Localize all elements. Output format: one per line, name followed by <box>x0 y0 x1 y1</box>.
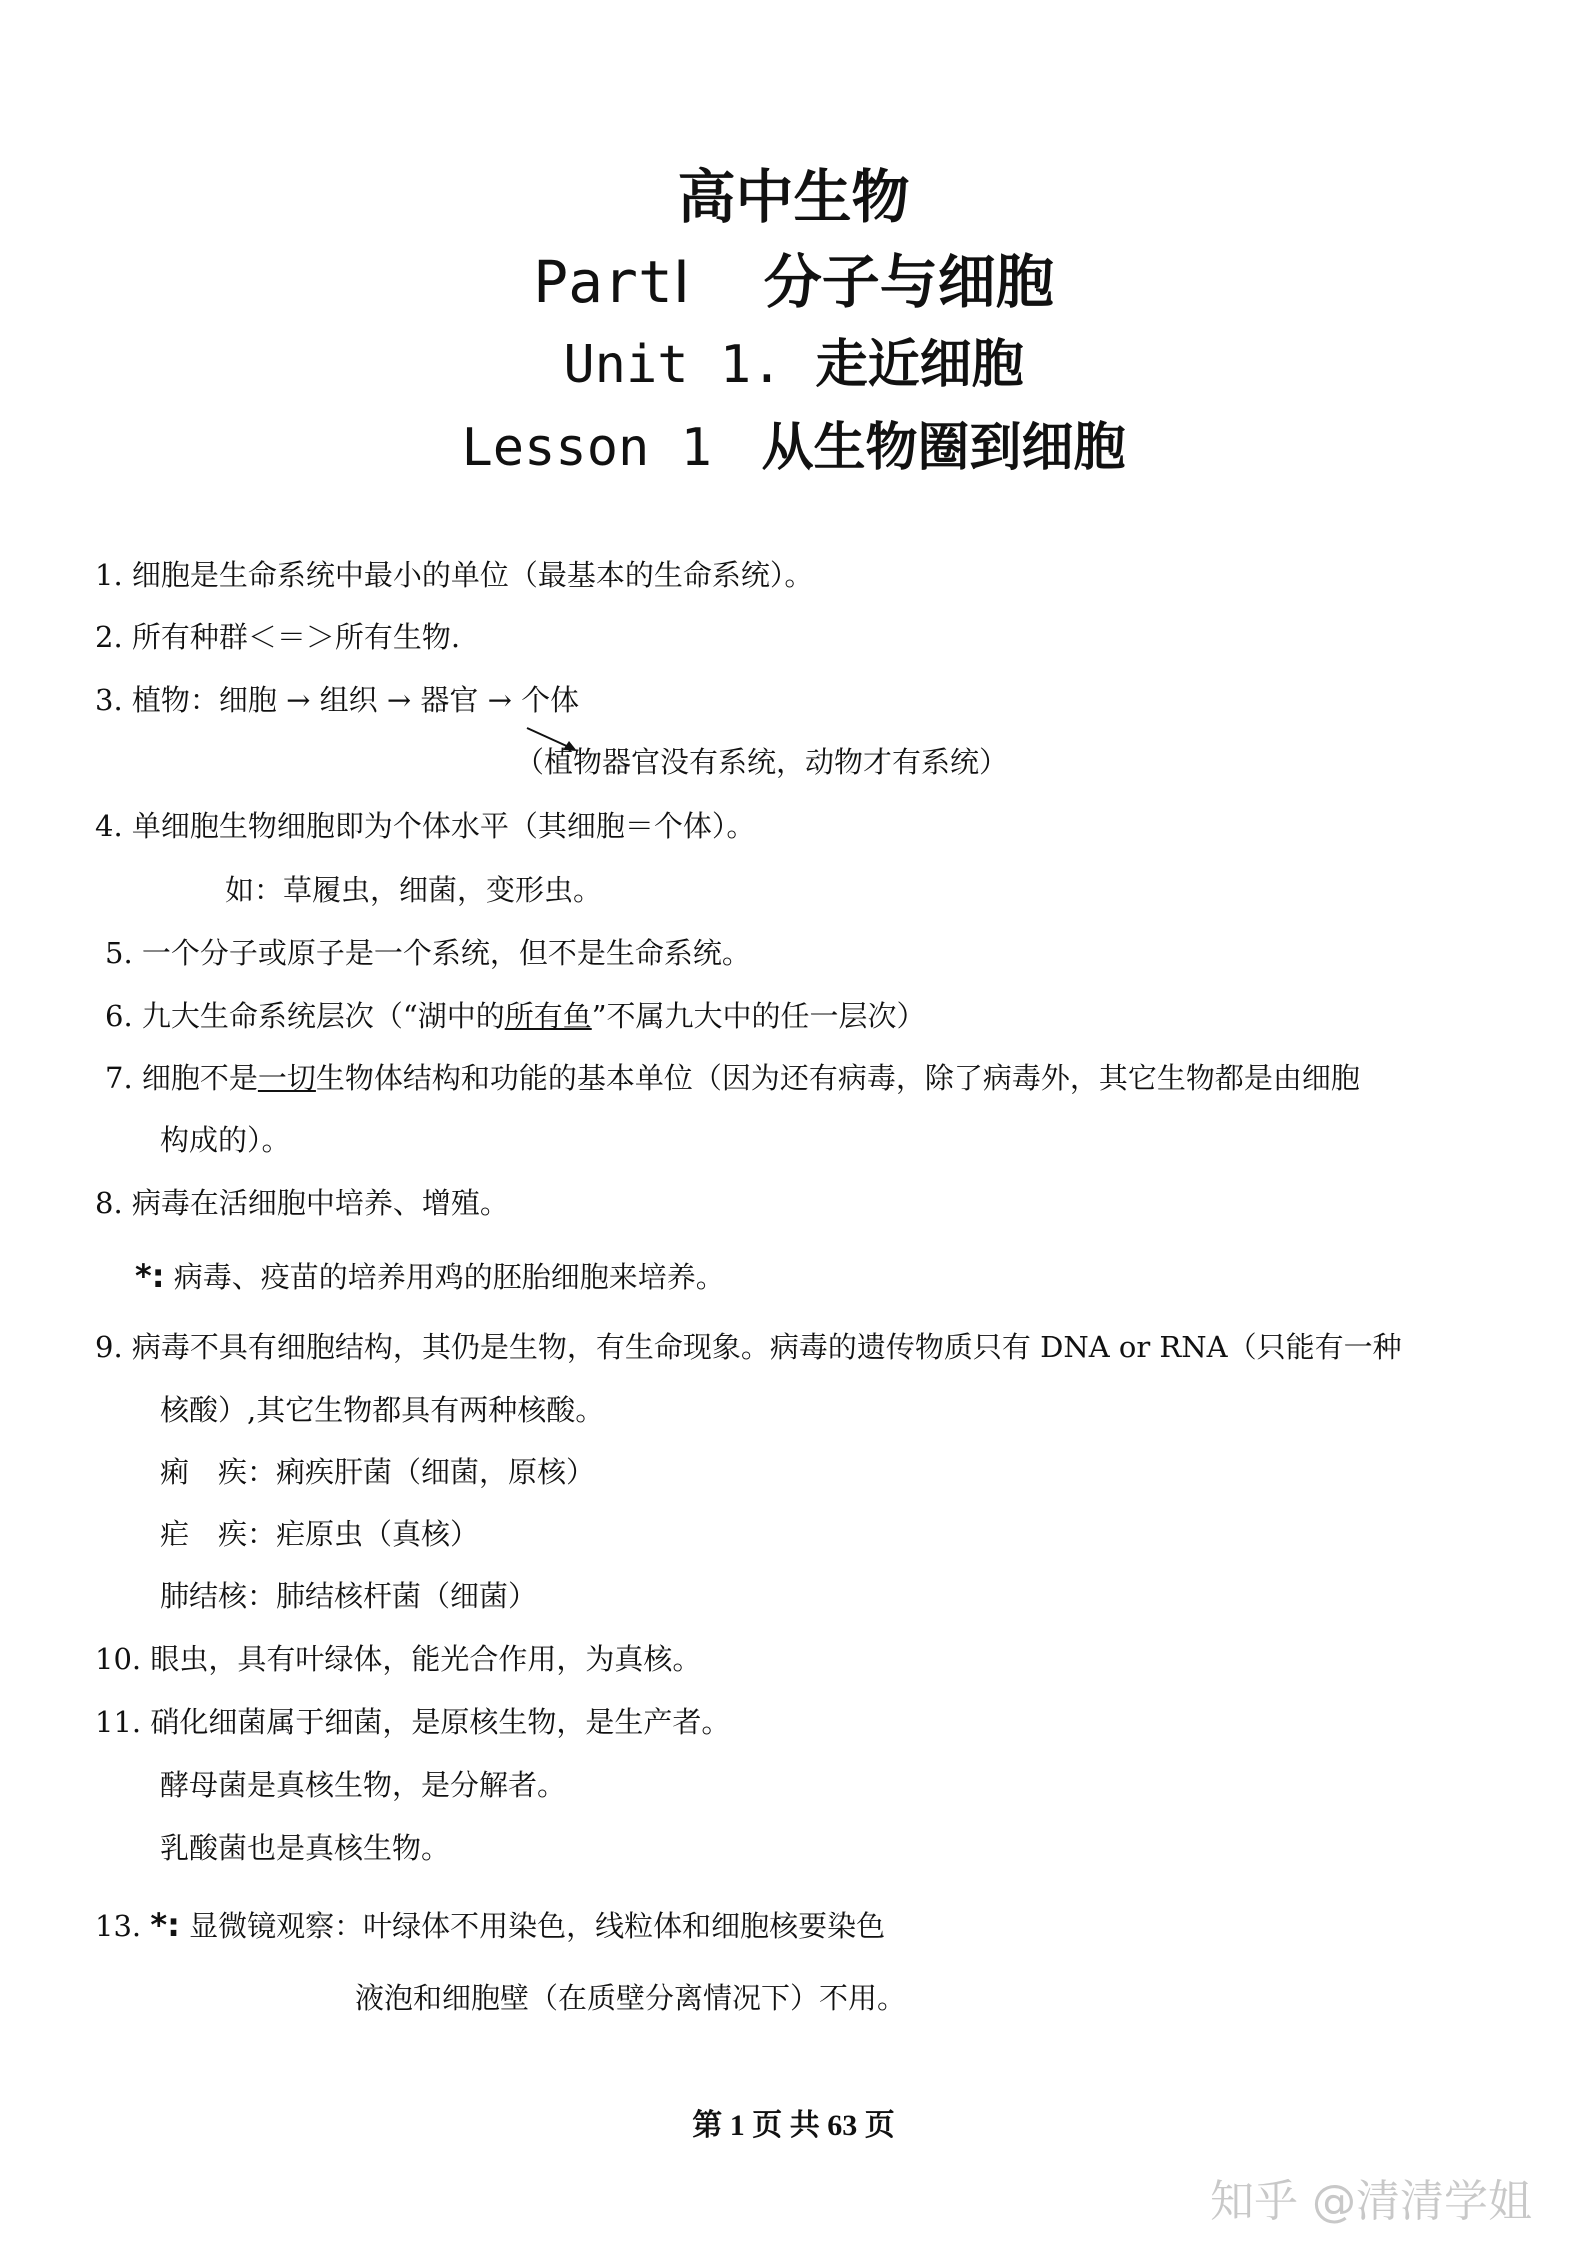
note-line-7-cont: 构成的）。 <box>160 1123 291 1157</box>
note-line-2: 2. 所有种群＜＝＞所有生物. <box>95 620 461 654</box>
note-line-11-yeast: 酵母菌是真核生物，是分解者。 <box>160 1768 567 1802</box>
lesson-number: Lesson 1 <box>461 418 712 478</box>
unit-number: Unit 1. <box>563 335 783 395</box>
note-line-7 <box>105 1058 1360 1098</box>
note-line-6-underlined: 所有鱼 <box>504 999 592 1033</box>
star-marker: *: <box>150 1906 180 1944</box>
note-line-8-star <box>135 1256 725 1297</box>
note-line-5: 5. 一个分子或原子是一个系统，但不是生命系统。 <box>105 936 751 970</box>
note-line-8-star-text: 病毒、疫苗的培养用鸡的胚胎细胞来培养。 <box>173 1260 725 1294</box>
note-line-13-cont: 液泡和细胞壁（在质壁分离情况下）不用。 <box>355 1981 907 2015</box>
note-line-8: 8. 病毒在活细胞中培养、增殖。 <box>95 1186 509 1220</box>
star-marker: *: <box>135 1257 165 1295</box>
note-line-13-number: 13. <box>95 1909 142 1943</box>
note-line-3-remark: （植物器官没有系统，动物才有系统） <box>515 745 1009 779</box>
part-name: 分子与细胞 <box>763 248 1054 316</box>
note-line-6-part1: 6. 九大生命系统层次（“湖中的 <box>105 999 505 1033</box>
note-line-9-malaria: 疟 疾：疟原虫（真核） <box>160 1517 480 1551</box>
page-footer: 第 1 页 共 63 页 <box>692 2109 895 2142</box>
note-line-6 <box>105 996 926 1036</box>
watermark: 知乎 @清清学姐 <box>1210 2176 1532 2227</box>
note-line-1: 1. 细胞是生命系统中最小的单位（最基本的生命系统）。 <box>95 558 814 592</box>
note-line-9-dysentery: 痢 疾：痢疾肝菌（细菌，原核） <box>160 1455 596 1489</box>
note-line-6-part2: ”不属九大中的任一层次） <box>591 999 926 1033</box>
note-line-7-underlined: 一切 <box>257 1061 316 1095</box>
page-title: 高中生物 <box>677 163 910 231</box>
lesson-heading <box>0 405 1587 480</box>
note-line-13 <box>95 1905 885 1946</box>
note-line-4-example: 如：草履虫，细菌，变形虫。 <box>225 873 603 907</box>
lesson-name: 从生物圈到细胞 <box>761 417 1126 478</box>
part-heading <box>0 235 1587 319</box>
note-line-10: 10. 眼虫，具有叶绿体，能光合作用，为真核。 <box>95 1642 702 1676</box>
part-number: PartⅠ <box>533 248 690 316</box>
unit-name: 走近细胞 <box>815 334 1024 395</box>
note-line-9-cont: 核酸）,其它生物都具有两种核酸。 <box>160 1393 605 1427</box>
unit-heading <box>0 322 1587 397</box>
note-line-7-part1: 7. 细胞不是 <box>105 1061 258 1095</box>
note-line-9-tuberculosis: 肺结核：肺结核杆菌（细菌） <box>160 1579 538 1613</box>
note-line-13-text: 显微镜观察：叶绿体不用染色，线粒体和细胞核要染色 <box>189 1909 886 1943</box>
note-line-11-lactic: 乳酸菌也是真核生物。 <box>160 1831 451 1865</box>
note-line-7-part2: 生物体结构和功能的基本单位（因为还有病毒，除了病毒外，其它生物都是由细胞 <box>315 1061 1360 1095</box>
note-line-11: 11. 硝化细菌属于细菌，是原核生物，是生产者。 <box>95 1705 731 1739</box>
note-line-9: 9. 病毒不具有细胞结构，其仍是生物，有生命现象。病毒的遗传物质只有 DNA or RNA（只能有一种 <box>95 1330 1402 1364</box>
note-line-4: 4. 单细胞生物细胞即为个体水平（其细胞＝个体）。 <box>95 809 756 843</box>
note-line-3: 3. 植物：细胞 → 组织 → 器官 → 个体 <box>95 683 580 717</box>
